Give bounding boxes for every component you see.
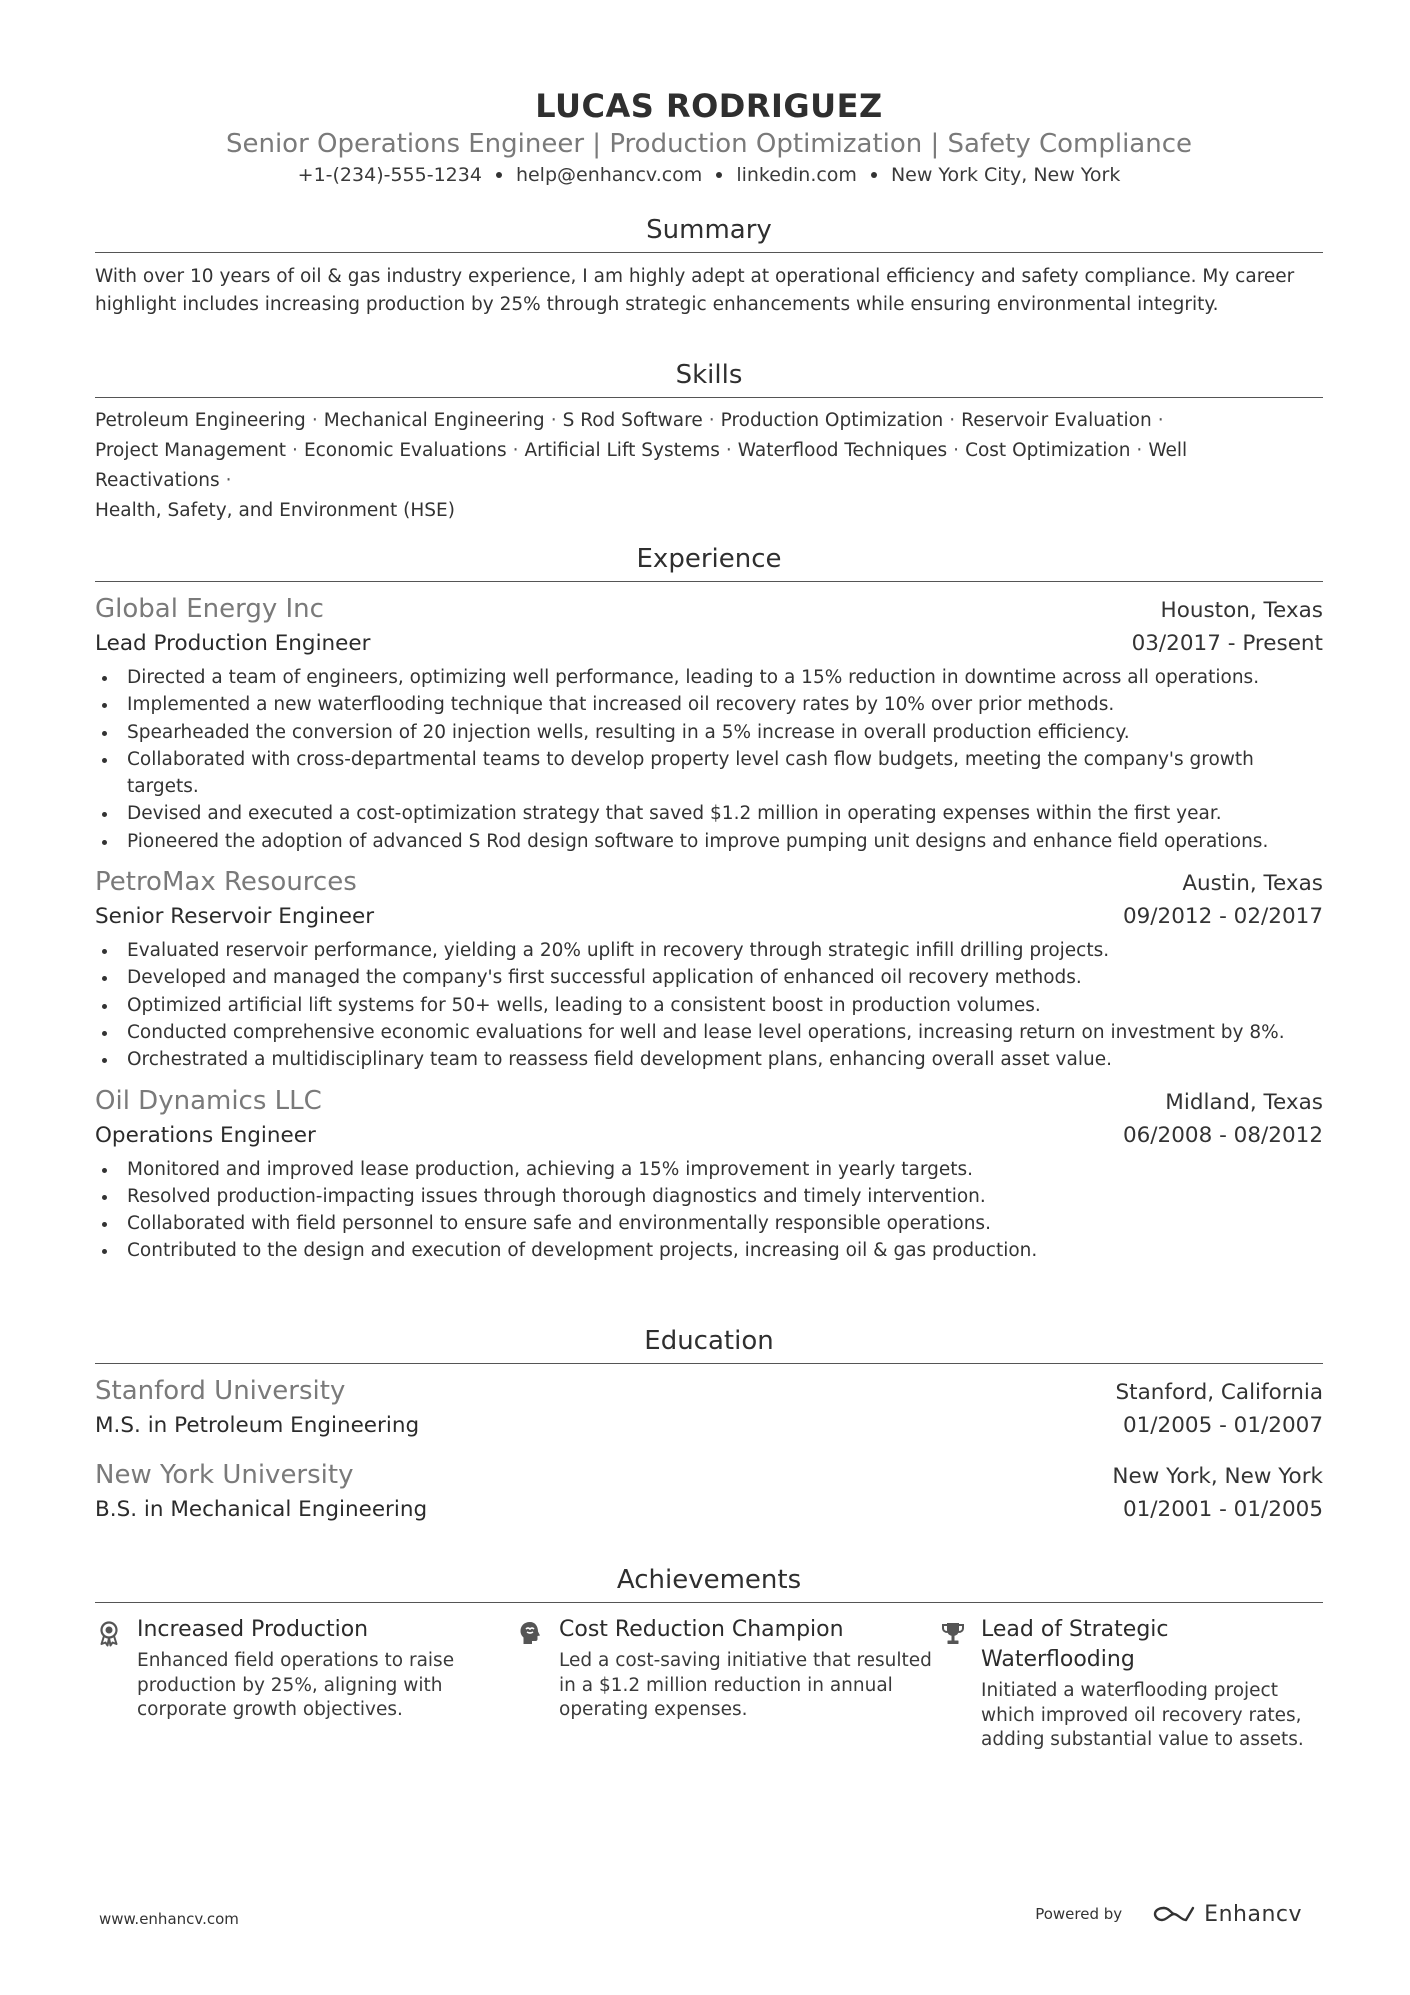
skills-line <box>95 496 1323 526</box>
skill-item: Economic Evaluations <box>303 440 507 461</box>
bullet-item: Evaluated reservoir performance, yielding a 20% uplift in recovery through strategic infill drilling projects. <box>95 937 1323 964</box>
separator-dot <box>716 172 722 178</box>
bullet-item: Orchestrated a multidisciplinary team to reassess field development plans, enhancing overall asset value. <box>95 1046 1323 1073</box>
section-heading-summary: Summary <box>95 213 1323 253</box>
achievements-grid <box>95 1615 1323 1753</box>
education-dates: 01/2005 - 01/2007 <box>1122 1413 1323 1438</box>
achievement-description: Led a cost-saving initiative that resulted in a $1.2 million reduction in annual operating expenses. <box>559 1650 932 1720</box>
bullet-item: Pioneered the adoption of advanced S Rod design software to improve pumping unit designs and enhance field operations. <box>95 828 1323 855</box>
bullet-item: Spearheaded the conversion of 20 injection wells, resulting in a 5% increase in overall production efficiency. <box>95 719 1323 746</box>
brand-name: Enhancv <box>1204 1901 1302 1927</box>
skills-section <box>95 358 1323 526</box>
linkedin[interactable]: linkedin.com <box>736 164 857 186</box>
trophy-icon <box>939 1615 981 1753</box>
skill-item: Health, Safety, and Environment (HSE) <box>95 500 455 521</box>
bullet-item: Optimized artificial lift systems for 50+ wells, leading to a consistent boost in production volumes. <box>95 992 1323 1019</box>
achievements-section <box>95 1563 1323 1753</box>
bullet-item: Conducted comprehensive economic evaluations for well and lease level operations, increasing return on investment by 8%. <box>95 1019 1323 1046</box>
company-name: Oil Dynamics LLC <box>95 1085 322 1116</box>
section-heading-education: Education <box>95 1324 1323 1364</box>
bullet-item: Monitored and improved lease production, achieving a 15% improvement in yearly targets. <box>95 1156 1323 1183</box>
job-location: Midland, Texas <box>1165 1089 1323 1115</box>
achievement-item <box>517 1615 939 1753</box>
section-heading-experience: Experience <box>95 542 1323 582</box>
job-bullets <box>95 937 1323 1073</box>
separator-dot <box>871 172 877 178</box>
contact-line <box>95 162 1323 188</box>
award-ribbon-icon <box>95 1615 137 1753</box>
school-name: Stanford University <box>95 1376 346 1406</box>
section-heading-skills: Skills <box>95 358 1323 398</box>
bullet-item: Collaborated with field personnel to ensure safe and environmentally responsible operations. <box>95 1210 1323 1237</box>
resume-header <box>95 0 1323 188</box>
skill-item: Mechanical Engineering <box>323 410 545 431</box>
job-location: Austin, Texas <box>1182 871 1323 897</box>
candidate-name: LUCAS RODRIGUEZ <box>535 87 883 125</box>
school-location: New York, New York <box>1112 1464 1323 1489</box>
experience-section <box>95 542 1323 1265</box>
job-location: Houston, Texas <box>1160 598 1323 623</box>
skill-item: Waterflood Techniques <box>737 440 948 461</box>
skill-item: S Rod Software <box>562 410 703 431</box>
resume-page <box>95 0 1323 1750</box>
section-heading-achievements: Achievements <box>95 1563 1323 1603</box>
summary-section <box>95 213 1323 318</box>
achievement-title: Increased Production <box>137 1617 369 1642</box>
skill-item: Project Management <box>95 440 287 461</box>
achievement-item <box>939 1615 1323 1753</box>
skills-line: Project Management · Economic Evaluations · Artificial Lift Systems · Waterflood Techniques · Cost Optimization · Well Reactivations · <box>95 440 1188 491</box>
job-dates: 09/2012 - 02/2017 <box>1122 904 1323 930</box>
school-location: Stanford, California <box>1115 1380 1323 1405</box>
education-entry <box>95 1374 1323 1442</box>
job-role: Operations Engineer <box>95 1122 316 1148</box>
skill-item: Cost Optimization <box>965 440 1131 461</box>
skill-item: Petroleum Engineering <box>95 410 306 431</box>
bullet-item: Implemented a new waterflooding technique that increased oil recovery rates by 10% over prior methods. <box>95 691 1323 718</box>
job-dates: 06/2008 - 08/2012 <box>1122 1122 1323 1148</box>
location: New York City, New York <box>890 164 1121 186</box>
experience-entry <box>95 1084 1323 1265</box>
education-entry <box>95 1458 1323 1526</box>
school-name: New York University <box>95 1460 354 1490</box>
enhancv-logo[interactable] <box>1150 1900 1302 1928</box>
footer-website[interactable]: www.enhancv.com <box>99 1910 239 1928</box>
bullet-item: Directed a team of engineers, optimizing well performance, leading to a 15% reduction in downtime across all operations. <box>95 664 1323 691</box>
bullet-item: Contributed to the design and execution of development projects, increasing oil & gas production. <box>95 1237 1323 1264</box>
achievement-description: Enhanced field operations to raise production by 25%, aligning with corporate growth objectives. <box>137 1650 455 1720</box>
education-dates: 01/2001 - 01/2005 <box>1122 1497 1323 1522</box>
achievement-title: Cost Reduction Champion <box>559 1617 844 1642</box>
job-bullets <box>95 1156 1323 1265</box>
enhancv-logo-icon <box>1150 1900 1198 1928</box>
achievement-item <box>95 1615 517 1753</box>
job-role: Lead Production Engineer <box>95 631 371 656</box>
company-name: Global Energy Inc <box>95 594 324 624</box>
achievement-description: Initiated a waterflooding project which improved oil recovery rates, adding substantial value to assets. <box>981 1680 1304 1750</box>
experience-entry <box>95 865 1323 1073</box>
skills-line: Petroleum Engineering · Mechanical Engineering · S Rod Software · Production Optimization · Reservoir Evaluation · <box>95 410 1164 431</box>
skill-item: Reservoir Evaluation <box>961 410 1152 431</box>
head-brain-icon <box>517 1615 559 1753</box>
bullet-item: Devised and executed a cost-optimization strategy that saved $1.2 million in operating expenses within the first year. <box>95 800 1323 827</box>
achievement-title: Lead of Strategic Waterflooding <box>981 1617 1169 1672</box>
powered-by-label: Powered by <box>1035 1905 1123 1923</box>
education-section <box>95 1324 1323 1526</box>
skill-item: Well Reactivations <box>95 440 1188 491</box>
experience-entry <box>95 592 1323 855</box>
bullet-item: Collaborated with cross-departmental teams to develop property level cash flow budgets, meeting the company's growth targets. <box>95 746 1323 801</box>
skills-list <box>95 406 1323 526</box>
footer-branding <box>1035 1900 1302 1928</box>
bullet-item: Resolved production-impacting issues through thorough diagnostics and timely intervention. <box>95 1183 1323 1210</box>
degree: M.S. in Petroleum Engineering <box>95 1413 420 1438</box>
candidate-title: Senior Operations Engineer | Production Optimization | Safety Compliance <box>225 129 1193 159</box>
phone: +1-(234)-555-1234 <box>297 164 482 186</box>
bullet-item: Developed and managed the company's first successful application of enhanced oil recovery methods. <box>95 964 1323 991</box>
company-name: PetroMax Resources <box>95 867 357 898</box>
separator-dot <box>496 172 502 178</box>
email[interactable]: help@enhancv.com <box>515 164 703 186</box>
skill-item: Artificial Lift Systems <box>524 440 720 461</box>
job-bullets <box>95 664 1323 855</box>
job-role: Senior Reservoir Engineer <box>95 904 375 930</box>
job-dates: 03/2017 - Present <box>1131 631 1323 656</box>
skill-item: Production Optimization <box>720 410 944 431</box>
summary-text: With over 10 years of oil & gas industry experience, I am highly adept at operational efficiency and safety compliance. My career highlight includes increasing production by 25% through strategic enhancements while ensuring environmental integrity. <box>95 266 1295 315</box>
degree: B.S. in Mechanical Engineering <box>95 1497 428 1522</box>
